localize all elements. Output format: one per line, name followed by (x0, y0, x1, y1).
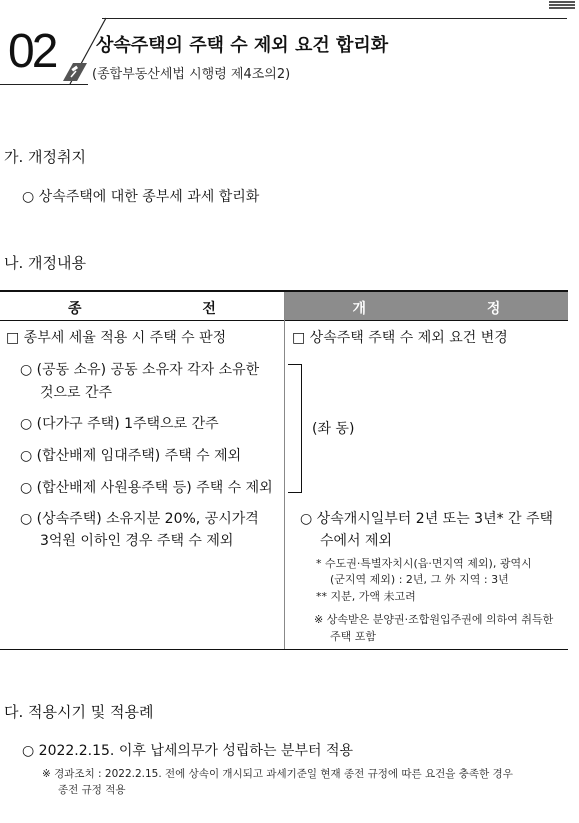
left-box-item: □ 종부세 세율 적용 시 주택 수 판정 (6, 330, 227, 346)
right-item-inherited-cont: 수에서 제외 (320, 533, 393, 549)
right-note-2: ** 지분, 가액 未고려 (316, 590, 416, 603)
section-a-heading: 가. 개정취지 (4, 148, 86, 166)
section-a-item: ○ 상속주택에 대한 종부세 과세 합리화 (22, 189, 260, 205)
table-bottom-border (0, 649, 568, 650)
table-column-divider (284, 292, 285, 650)
column-header-before: 종 전 (68, 301, 274, 317)
right-note-3: ※ 상속받은 분양권·조합원입주권에 의하여 취득한 (314, 613, 554, 626)
page-title: 상속주택의 주택 수 제외 요건 합리화 (96, 35, 389, 56)
section-c-note-cont: 종전 규정 적용 (58, 784, 126, 796)
section-c-item: ○ 2022.2.15. 이후 납세의무가 성립하는 분부터 적용 (22, 743, 354, 759)
right-note-1-cont: (군지역 제외) : 2년, 그 外 지역 : 3년 (330, 573, 509, 586)
right-note-3-cont: 주택 포함 (330, 630, 377, 643)
left-item-inherited: ○ (상속주택) 소유지분 20%, 공시가격 (20, 511, 259, 527)
section-number: 02 (8, 25, 56, 78)
column-header-after: 개 정 (352, 301, 559, 317)
header-top-rule (102, 18, 567, 19)
right-note-1: * 수도권·특별자치시(읍·면지역 제외), 광역시 (316, 557, 532, 570)
section-c-heading: 다. 적용시기 및 적용례 (4, 703, 154, 721)
left-item-rental: ○ (합산배제 임대주택) 주택 수 제외 (20, 448, 242, 464)
right-item-inherited: ○ 상속개시일부터 2년 또는 3년* 간 주택 (300, 511, 554, 527)
page-subtitle: (종합부동산세법 시행령 제4조의2) (92, 67, 291, 82)
section-b-heading: 나. 개정내용 (4, 254, 86, 272)
gavel-icon (63, 63, 87, 81)
right-same-as-left: (좌 동) (312, 421, 355, 437)
right-box-item: □ 상속주택 주택 수 제외 요건 변경 (292, 330, 508, 346)
left-item-joint-cont: 것으로 간주 (40, 385, 113, 401)
same-as-left-bracket (288, 364, 302, 493)
section-c-note: ※ 경과조치 : 2022.2.15. 전에 상속이 개시되고 과세기준일 현재 종전 규정에 따른 요건을 충족한 경우 (42, 768, 513, 780)
stacked-lines-icon (549, 0, 575, 10)
left-item-inherited-cont: 3억원 이하인 경우 주택 수 제외 (40, 533, 234, 549)
left-item-employee: ○ (합산배제 사원용주택 등) 주택 수 제외 (20, 480, 273, 496)
left-item-multifamily: ○ (다가구 주택) 1주택으로 간주 (20, 416, 219, 432)
left-item-joint: ○ (공동 소유) 공동 소유자 각자 소유한 (20, 362, 260, 378)
